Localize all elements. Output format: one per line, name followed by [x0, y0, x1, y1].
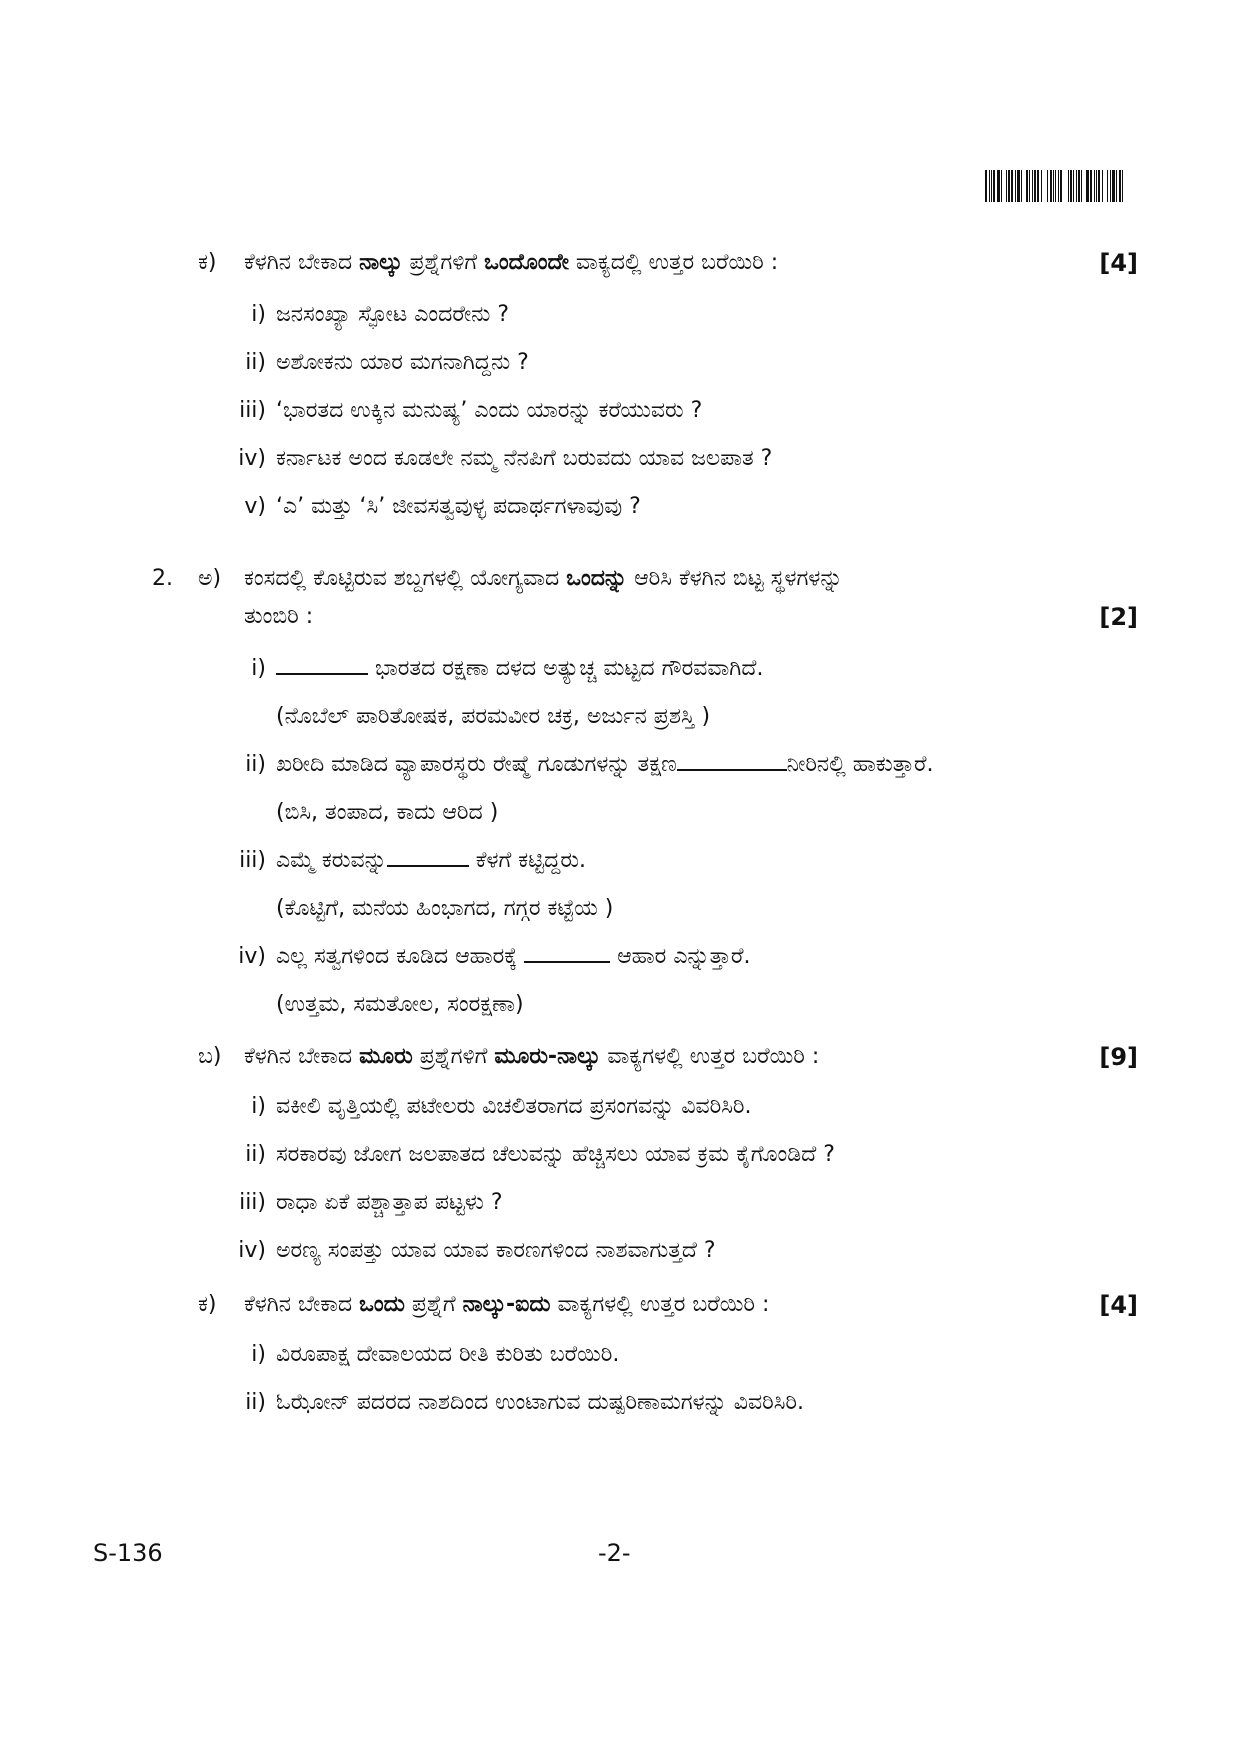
instruction-text: ವಾಕ್ಯಗಳಲ್ಲಿ ಉತ್ತರ ಬರೆಯಿರಿ :	[550, 1292, 770, 1317]
barcode-bar	[1090, 170, 1092, 202]
barcode-bar	[1110, 170, 1111, 202]
barcode-bar	[1104, 170, 1106, 202]
barcode-bar	[1015, 170, 1016, 202]
fill-blank-question	[276, 846, 586, 876]
instruction-text: ವಾಕ್ಯದಲ್ಲಿ ಉತ್ತರ ಬರೆಯಿರಿ :	[568, 250, 779, 275]
barcode-bar	[1055, 170, 1056, 202]
barcode-bar	[1032, 170, 1033, 202]
question-text: ಓಝೋನ್ ಪದರದ ನಾಶದಿಂದ ಉಂಟಾಗುವ ದುಷ್ಪರಿಣಾಮಗಳನ್ನು ವಿವರಿಸಿರಿ.	[276, 1390, 805, 1415]
emphasis-text: ನಾಲ್ಕು	[359, 250, 403, 275]
section-instruction	[244, 564, 843, 594]
item-number: iii)	[239, 1190, 266, 1215]
barcode-bar	[1021, 170, 1022, 202]
answer-options: (ಕೊಟ್ಟಿಗೆ, ಮನೆಯ ಹಿಂಭಾಗದ, ಗಗ್ಗರ ಕಟ್ಟೆಯ )	[276, 896, 614, 921]
instruction-text: ಪ್ರಶ್ನೆಗಳಿಗೆ	[412, 1044, 495, 1069]
paper-code: S-136	[93, 1539, 163, 1567]
barcode-bar	[1078, 170, 1080, 202]
barcode-bar	[1107, 170, 1108, 202]
item-number: iii)	[239, 848, 266, 873]
fill-blank-question	[276, 942, 750, 972]
item-number: iii)	[239, 398, 266, 423]
item-number: iv)	[238, 446, 266, 471]
barcode-bar	[1070, 170, 1072, 202]
barcode-bar	[1029, 170, 1030, 202]
barcode-bar	[1011, 170, 1013, 202]
question-text: ಕರ್ನಾಟಕ ಅಂದ ಕೂಡಲೇ ನಮ್ಮ ನೆನಪಿಗೆ ಬರುವದು ಯಾವ ಜಲಪಾತ ?	[276, 446, 773, 471]
emphasis-text: ಮೂರು	[359, 1044, 413, 1069]
item-number: ii)	[245, 1390, 266, 1415]
barcode-bar	[1017, 170, 1020, 202]
question-text: ಭಾರತದ ರಕ್ಷಣಾ ದಳದ ಅತ್ಯುಚ್ಚ ಮಟ್ಟದ ಗೌರವವಾಗಿದೆ.	[368, 656, 764, 681]
instruction-text: ವಾಕ್ಯಗಳಲ್ಲಿ ಉತ್ತರ ಬರೆಯಿರಿ :	[600, 1044, 820, 1069]
answer-options: (ನೊಬೆಲ್ ಪಾರಿತೋಷಕ, ಪರಮವೀರ ಚಕ್ರ, ಅರ್ಜುನ ಪ್ರಶಸ್ತಿ )	[276, 704, 711, 729]
question-text: ಎಲ್ಲ ಸತ್ವಗಳಿಂದ ಕೂಡಿದ ಆಹಾರಕ್ಕೆ	[276, 944, 525, 969]
item-number: ii)	[245, 1142, 266, 1167]
question-text: ಅರಣ್ಯ ಸಂಪತ್ತು ಯಾವ ಯಾವ ಕಾರಣಗಳಿಂದ ನಾಶವಾಗುತ್ತದೆ ?	[276, 1238, 716, 1263]
emphasis-text: ಮೂರು-ನಾಲ್ಕು	[494, 1044, 601, 1069]
answer-options: (ಬಿಸಿ, ತಂಪಾದ, ಕಾದು ಆರಿದ )	[276, 800, 499, 825]
question-text: ಕೆಳಗೆ ಕಟ್ಟಿದ್ದರು.	[468, 848, 586, 873]
barcode-bar	[1073, 170, 1074, 202]
question-number: 2.	[152, 566, 173, 591]
instruction-text: ಪ್ರಶ್ನೆಗೆ	[404, 1292, 463, 1317]
barcode-bar	[993, 170, 995, 202]
barcode-bar	[1003, 170, 1004, 202]
item-number: i)	[251, 302, 266, 327]
instruction-text: ಕೆಳಗಿನ ಬೇಕಾದ	[244, 1292, 360, 1317]
barcode-bar	[1063, 170, 1066, 202]
question-text: ಖರೀದಿ ಮಾಡಿದ ವ್ಯಾಪಾರಸ್ಥರು ರೇಷ್ಮೆ ಗೂಡುಗಳನ್ನು ತಕ್ಷಣ	[276, 752, 677, 777]
emphasis-text: ನಾಲ್ಕು-ಐದು	[462, 1292, 551, 1317]
marks: [2]	[1099, 603, 1138, 631]
section-instruction	[244, 1290, 769, 1320]
barcode-bar	[1037, 170, 1039, 202]
barcode-bar	[1041, 170, 1042, 202]
barcode-bar	[1081, 170, 1082, 202]
item-number: i)	[251, 656, 266, 681]
barcode-bar	[1094, 170, 1095, 202]
barcode-bar	[1112, 170, 1115, 202]
section-label: ಕ)	[198, 250, 217, 275]
barcode-bar	[1043, 170, 1046, 202]
emphasis-text: ಒಂದು	[359, 1292, 405, 1317]
barcode-bar	[1076, 170, 1077, 202]
section-instruction	[244, 1042, 819, 1072]
question-text: ಅಶೋಕನು ಯಾರ ಮಗನಾಗಿದ್ದನು ?	[276, 350, 529, 375]
item-number: i)	[251, 1342, 266, 1367]
fill-blank-question	[276, 654, 763, 684]
barcode-bar	[997, 170, 1000, 202]
marks: [4]	[1099, 1291, 1138, 1319]
barcode-bar	[989, 170, 990, 202]
barcode	[985, 170, 1137, 202]
section-label: ಅ)	[198, 566, 222, 591]
section-instruction	[244, 248, 778, 278]
barcode-bar	[1122, 170, 1123, 202]
barcode-bar	[1119, 170, 1121, 202]
item-number: i)	[251, 1094, 266, 1119]
barcode-bar	[1034, 170, 1036, 202]
item-number: v)	[244, 494, 266, 519]
barcode-bar	[1006, 170, 1007, 202]
emphasis-text: ಒಂದೊಂದೇ	[484, 250, 569, 275]
marks: [4]	[1099, 249, 1138, 277]
instruction-text: ಕೆಳಗಿನ ಬೇಕಾದ	[244, 250, 360, 275]
question-text: ನೀರಿನಲ್ಲಿ ಹಾಕುತ್ತಾರೆ.	[786, 752, 934, 777]
barcode-bar	[1068, 170, 1069, 202]
barcode-bar	[1050, 170, 1052, 202]
instruction-text: ಕಂಸದಲ್ಲಿ ಕೊಟ್ಟಿರುವ ಶಬ್ದಗಳಲ್ಲಿ ಯೋಗ್ಯವಾದ	[244, 566, 567, 591]
answer-blank	[677, 751, 787, 771]
item-number: ii)	[245, 350, 266, 375]
instruction-text: ಪ್ರಶ್ನೆಗಳಿಗೆ	[402, 250, 485, 275]
barcode-bar	[1098, 170, 1100, 202]
section-label: ಬ)	[198, 1044, 222, 1069]
barcode-bar	[1096, 170, 1097, 202]
question-text: ಸರಕಾರವು ಜೋಗ ಜಲಪಾತದ ಚೆಲುವನ್ನು ಹೆಚ್ಚಿಸಲು ಯಾವ ಕ್ರಮ ಕೈಗೊಂಡಿದೆ ?	[276, 1142, 835, 1167]
item-number: ii)	[245, 752, 266, 777]
question-text: ‘ಎ’ ಮತ್ತು ‘ಸಿ’ ಜೀವಸತ್ವವುಳ್ಳ ಪದಾರ್ಥಗಳಾವುವು ?	[276, 494, 641, 519]
question-text: ಎಮ್ಮೆ ಕರುವನ್ನು	[276, 848, 387, 873]
question-text: ‘ಭಾರತದ ಉಕ್ಕಿನ ಮನುಷ್ಯ’ ಎಂದು ಯಾರನ್ನು ಕರೆಯುವರು ?	[276, 398, 703, 423]
barcode-bar	[1026, 170, 1028, 202]
barcode-bar	[985, 170, 987, 202]
barcode-bar	[1058, 170, 1059, 202]
page-number: -2-	[598, 1539, 631, 1567]
question-text: ಜನಸಂಖ್ಯಾ ಸ್ಫೋಟ ಎಂದರೇನು ?	[276, 302, 510, 327]
instruction-text: ಕೆಳಗಿನ ಬೇಕಾದ	[244, 1044, 360, 1069]
barcode-bar	[1001, 170, 1002, 202]
answer-blank	[524, 943, 610, 963]
fill-blank-question	[276, 750, 934, 780]
barcode-bar	[1086, 170, 1089, 202]
instruction-text: ಆರಿಸಿ ಕೆಳಗಿನ ಬಿಟ್ಟ ಸ್ಥಳಗಳನ್ನು	[627, 566, 843, 591]
section-instruction-cont: ತುಂಬಿರಿ :	[244, 604, 314, 629]
answer-blank	[387, 847, 469, 867]
question-text: ವಿರೂಪಾಕ್ಷ ದೇವಾಲಯದ ರೀತಿ ಕುರಿತು ಬರೆಯಿರಿ.	[276, 1342, 620, 1367]
question-text: ಆಹಾರ ಎನ್ನುತ್ತಾರೆ.	[610, 944, 751, 969]
section-label: ಕ)	[198, 1292, 217, 1317]
question-text: ರಾಧಾ ಏಕೆ ಪಶ್ಚಾತ್ತಾಪ ಪಟ್ಟಳು ?	[276, 1190, 503, 1215]
barcode-bar	[1084, 170, 1085, 202]
barcode-bar	[1060, 170, 1062, 202]
barcode-bar	[1024, 170, 1025, 202]
barcode-bar	[1008, 170, 1010, 202]
emphasis-text: ಒಂದನ್ನು	[566, 566, 628, 591]
answer-blank	[276, 655, 368, 675]
barcode-bar	[1047, 170, 1048, 202]
question-text: ವಕೀಲಿ ವೃತ್ತಿಯಲ್ಲಿ ಪಟೇಲರು ವಿಚಲಿತರಾಗದ ಪ್ರಸಂಗವನ್ನು ವಿವರಿಸಿರಿ.	[276, 1094, 752, 1119]
item-number: iv)	[238, 1238, 266, 1263]
barcode-bar	[1102, 170, 1103, 202]
item-number: iv)	[238, 944, 266, 969]
barcode-bar	[1116, 170, 1117, 202]
marks: [9]	[1099, 1043, 1138, 1071]
barcode-bar	[991, 170, 992, 202]
barcode-bar	[1053, 170, 1054, 202]
answer-options: (ಉತ್ತಮ, ಸಮತೋಲ, ಸಂರಕ್ಷಣಾ)	[276, 992, 524, 1017]
